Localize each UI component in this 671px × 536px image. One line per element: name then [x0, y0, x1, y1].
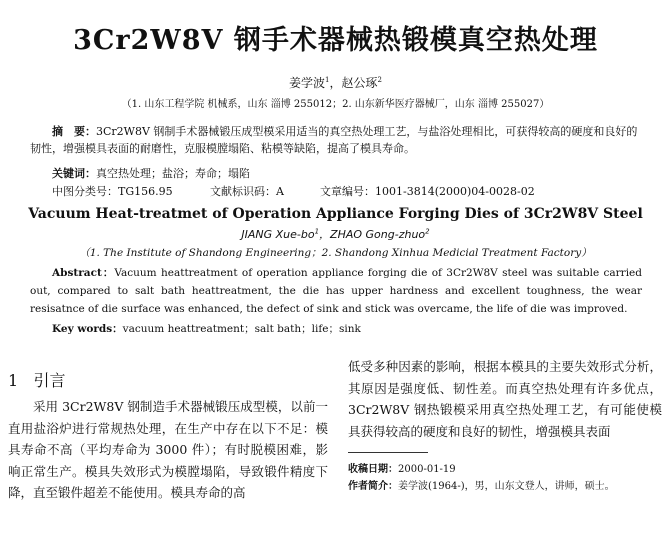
body-text-left: 采用 3Cr2W8V 钢制造手术器械锻压成型模，以前一直用盐浴炉进行常规热处理，在生产中存在以下不足：模具寿命不高（平均寿命为 3000 件）；有时脱模困难，影响正常生产。模具失效形式为模膛塌陷，导致锻件精度下降，直至锻件超差不能使用。模具寿命的高 — [8, 399, 328, 500]
footnote-author-bio: 姜学波(1964-)，男，山东文登人，讲师，硕士。 — [398, 481, 615, 492]
document-code: 文献标识码：A — [210, 185, 284, 198]
keywords-cn-label: 关键词： — [52, 167, 96, 180]
footnote-author — [348, 477, 615, 492]
section-heading — [8, 368, 65, 391]
footnote-divider — [348, 452, 428, 453]
body-text-right: 低受多种因素的影响，根据本模具的主要失效形式分析，其原因是强度低、韧性差。而真空热处理有许多优点，3Cr2W8V 钢热锻模采用真空热处理工艺，有可能使模具获得较高的硬度和良好的韧性，增强模具表面 — [348, 359, 662, 439]
footnote-received-date: 2000-01-19 — [398, 464, 456, 475]
author-separator-en: ， — [319, 228, 331, 241]
article-number: 文章编号：1001-3814(2000)04-0028-02 — [320, 185, 535, 198]
affiliation-cn: （1. 山东工程学院 机械系，山东 淄博 255012；2. 山东新华医疗器械厂，山东 淄博 255027） — [121, 99, 550, 110]
abstract-cn-label: 摘 要： — [52, 125, 96, 138]
author-1-sup: 1 — [325, 76, 330, 84]
abstract-en — [30, 264, 642, 318]
paper-title-en: Vacuum Heat-treatmet of Operation Appliance Forging Dies of 3Cr2W8V Steel — [28, 206, 643, 222]
keywords-cn — [52, 165, 250, 181]
section-title: 引言 — [33, 371, 66, 390]
keywords-cn-text: 真空热处理；盐浴；寿命；塌陷 — [96, 167, 250, 180]
section-number: 1 — [8, 371, 19, 390]
authors-en — [0, 226, 671, 242]
author-2-name-en: ZHAO Gong-zhuo — [330, 228, 426, 241]
keywords-en-label: Key words： — [52, 323, 123, 335]
abstract-en-label: Abstract： — [52, 267, 115, 279]
clc-number: 中图分类号：TG156.95 — [52, 185, 173, 198]
abstract-cn — [30, 123, 642, 157]
author-1-name: 姜学波 — [289, 76, 326, 90]
footnote-author-label: 作者简介： — [348, 481, 398, 492]
footnote-received-label: 收稿日期： — [348, 464, 398, 475]
author-separator: ， — [329, 76, 342, 90]
abstract-cn-text: 3Cr2W8V 钢制手术器械锻压成型模采用适当的真空热处理工艺，与盐浴处理相比，可获得较高的硬度和良好的韧性，增强模具表面的耐磨性，克服模膛塌陷、粘模等缺陷，提高了模具寿命。 — [30, 125, 638, 155]
keywords-en — [52, 321, 361, 336]
paper-title-cn: 3Cr2W8V 钢手术器械热锻模真空热处理 — [73, 25, 598, 56]
author-2-sup: 2 — [377, 76, 382, 84]
footnote-received — [348, 460, 456, 475]
authors-cn — [0, 74, 671, 91]
author-1-name-en: JIANG Xue-bo — [241, 228, 315, 241]
abstract-en-text: Vacuum heattreatment of operation appliance forging die of 3Cr2W8V steel was suitable carried out, compared to salt bath heattreatment, the die has upper hardness and excellent toughness, the wear resisatnce of die surface was enhanced, the defect of sink and stick was overcame, the life of die was improved. — [30, 267, 642, 315]
keywords-en-text: vacuum heattreatment；salt bath；life；sink — [122, 323, 361, 335]
affiliation-en: （1. The Institute of Shandong Engineering；2. Shandong Xinhua Medicial Treatment Factory） — [79, 247, 592, 259]
author-1-sup-en: 1 — [314, 227, 320, 236]
author-2-sup-en: 2 — [425, 227, 430, 236]
author-2-name: 赵公琢 — [341, 76, 378, 90]
